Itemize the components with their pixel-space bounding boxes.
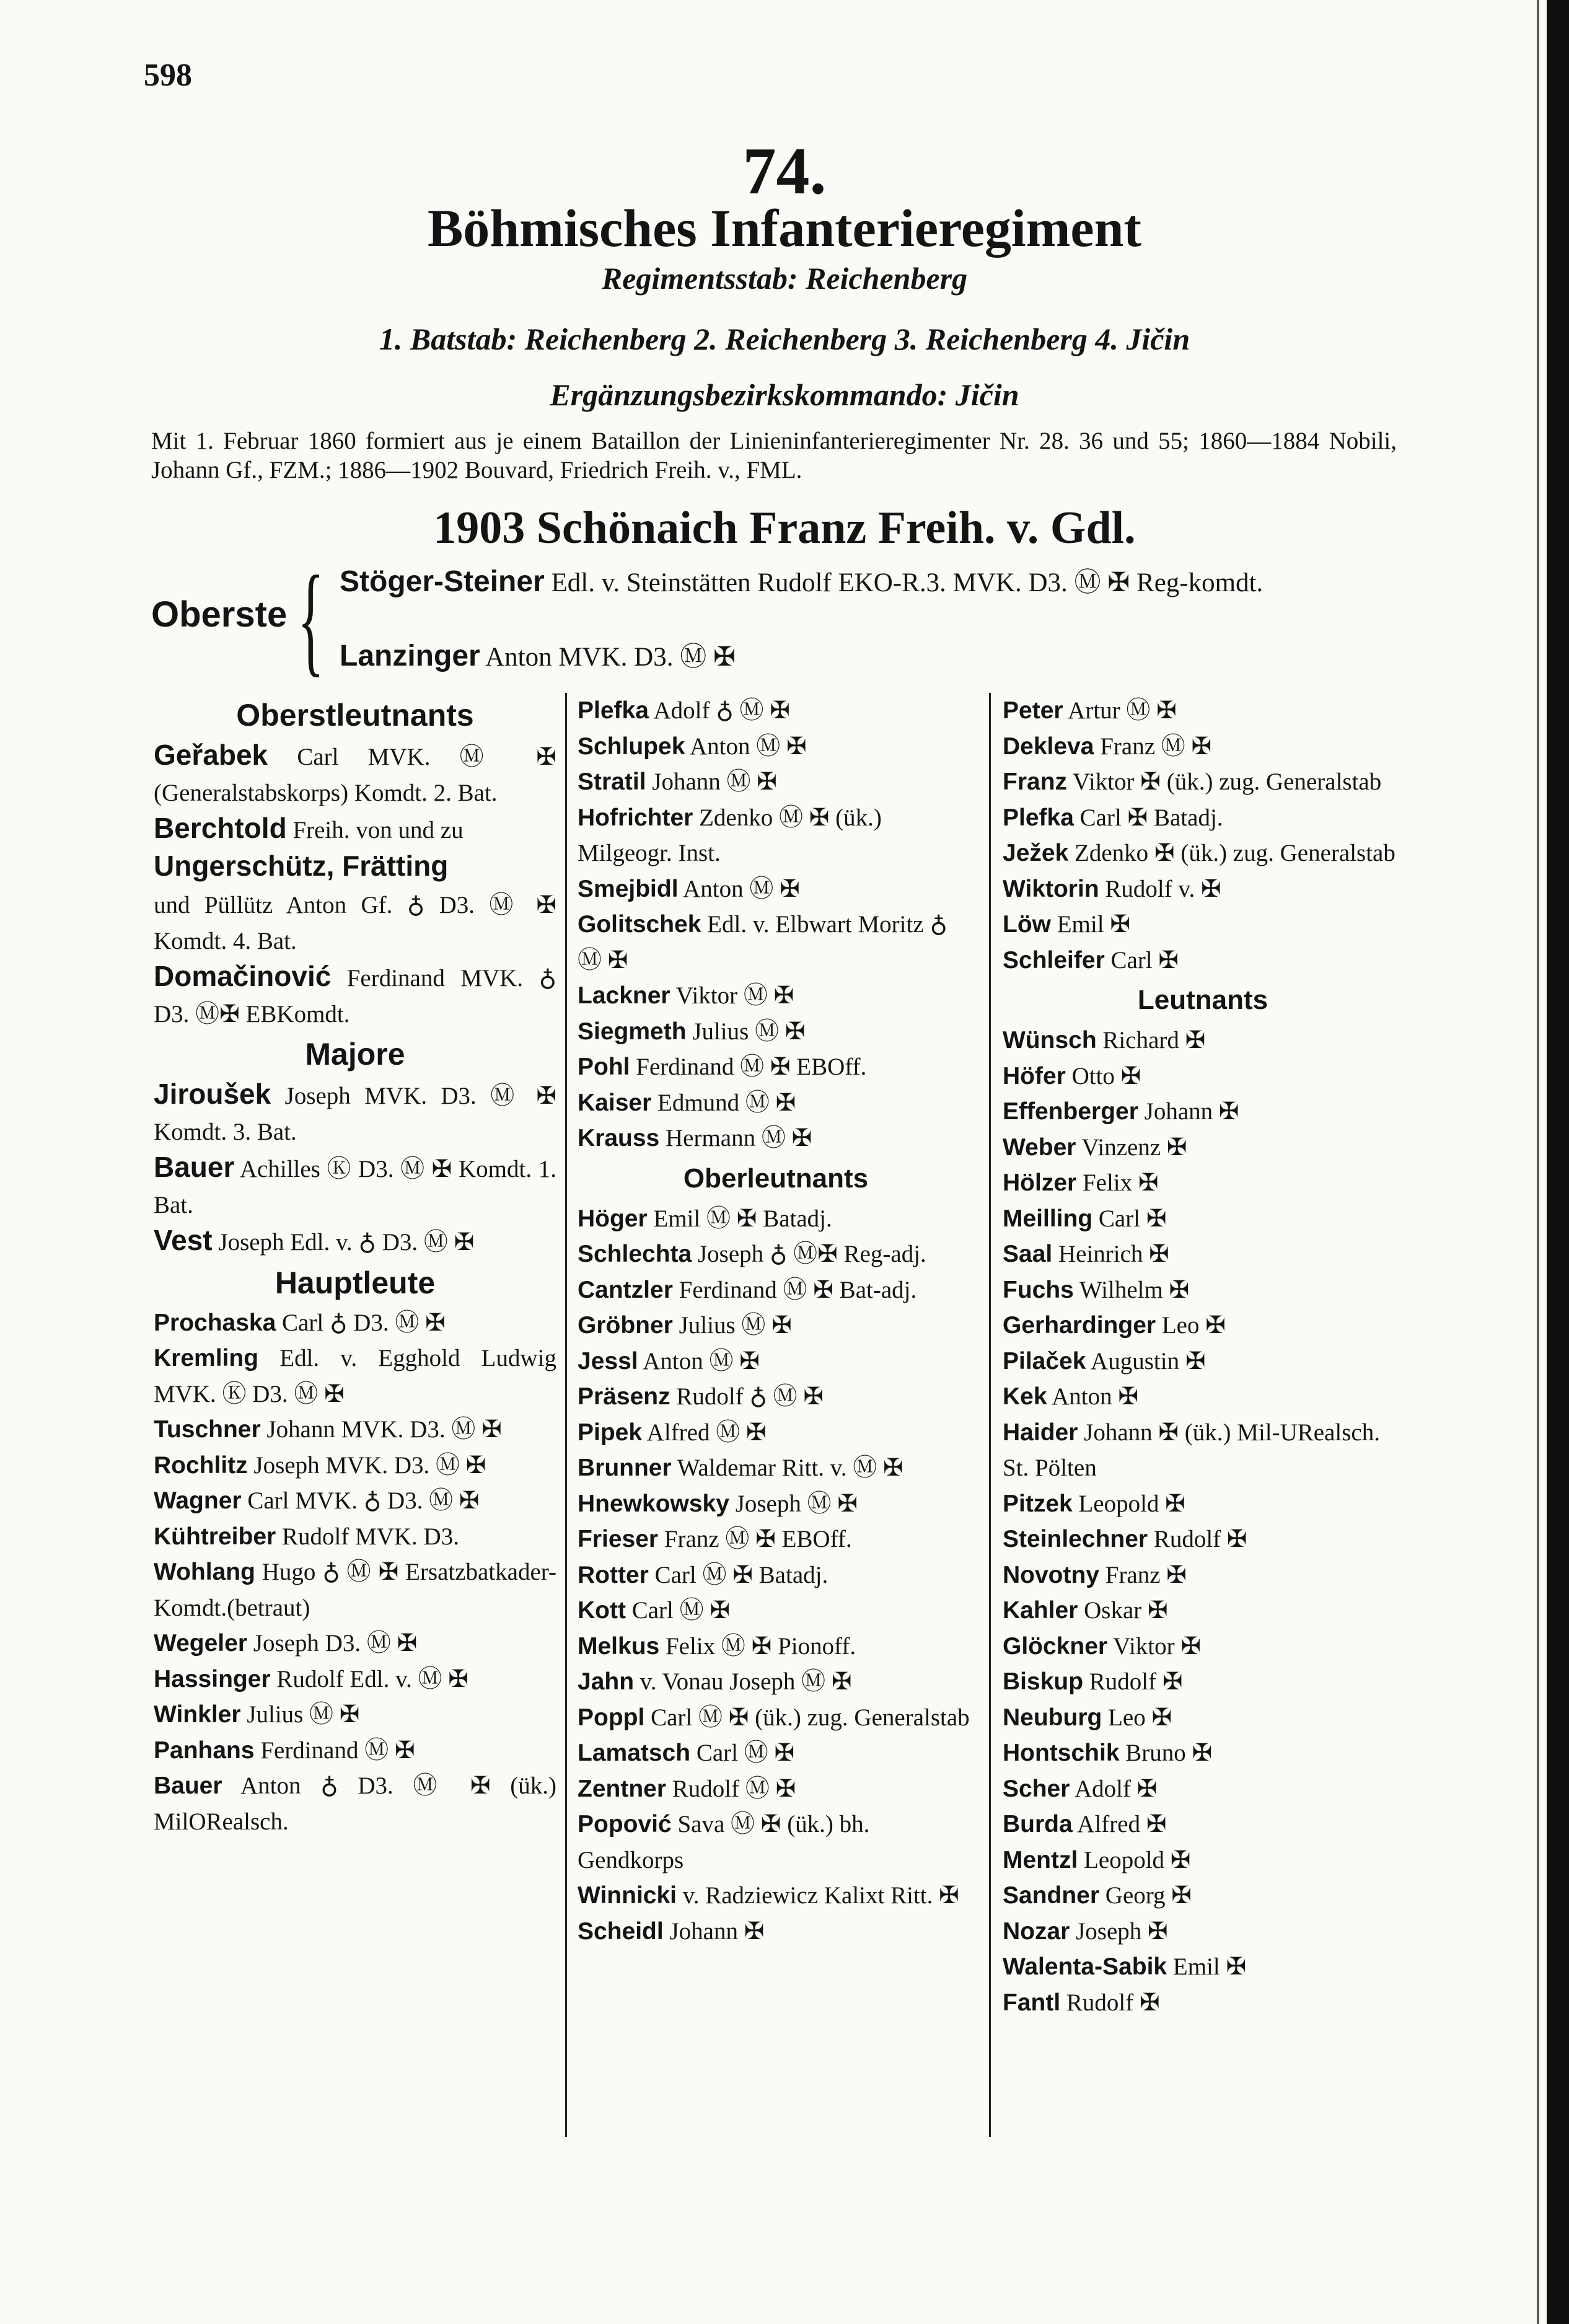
officer-surname: Jahn: [578, 1668, 635, 1695]
officer-entry: [578, 1878, 974, 1914]
officer-entry: [1003, 1165, 1403, 1201]
officer-entry: [154, 737, 556, 811]
officer-entry: [154, 1448, 556, 1484]
officer-entry: [154, 1662, 556, 1697]
officer-entry: [578, 1120, 974, 1156]
officer-entry: [1003, 800, 1403, 836]
officer-details: Ferdinand Ⓜ ✠ Bat-adj.: [672, 1276, 917, 1303]
officer-entry: [578, 1521, 974, 1557]
officer-entry: [578, 1629, 974, 1665]
officer-surname: Hölzer: [1003, 1169, 1077, 1196]
inhaber-line: 1903 Schönaich Franz Freih. v. Gdl.: [433, 503, 1136, 553]
oberst-entry: [340, 565, 1405, 600]
officer-entry: [154, 1223, 556, 1261]
officer-details: Felix Ⓜ ✠ Pionoff.: [659, 1632, 856, 1660]
officer-details: Carl MVK. ♁ D3. Ⓜ ✠: [241, 1487, 480, 1514]
officer-details: Johann MVK. D3. Ⓜ ✠: [260, 1416, 502, 1443]
officer-entry: [154, 848, 556, 886]
officer-details: Anton ✠: [1047, 1383, 1139, 1410]
officer-surname: Hassinger: [154, 1665, 271, 1692]
officer-details: Carl ✠ Batadj.: [1073, 804, 1223, 831]
officer-surname: Schlupek: [578, 733, 685, 760]
officer-details: v. Radziewicz Kalixt Ritt. ✠: [677, 1882, 959, 1909]
officer-entry: [154, 1412, 556, 1448]
officer-entry: [578, 978, 974, 1014]
officer-surname: Jessl: [578, 1347, 638, 1375]
officer-entry: [154, 1733, 556, 1769]
oberst-name: Lanzinger: [340, 640, 480, 672]
officer-details: Rudolf ♁ Ⓜ ✠: [670, 1383, 824, 1410]
officer-surname: Haider: [1003, 1419, 1078, 1446]
officer-entry: [578, 1379, 974, 1415]
officer-surname: Winnicki: [578, 1882, 677, 1909]
officer-surname: Pitzek: [1003, 1490, 1073, 1517]
officer-entry: [578, 1272, 974, 1308]
officer-details: Joseph ✠: [1070, 1917, 1168, 1945]
officer-surname: Geřabek: [154, 739, 268, 771]
officer-details: Waldemar Ritt. v. Ⓜ ✠: [671, 1455, 903, 1481]
officer-entry: [1003, 1949, 1403, 1985]
officer-details: Ferdinand MVK. ♁ D3. Ⓜ✠ EBKomdt.: [154, 965, 556, 1028]
officer-entry: [154, 1483, 556, 1519]
officer-entry: [154, 1697, 556, 1733]
officer-details: Joseph ♁ Ⓜ✠ Reg-adj.: [692, 1241, 926, 1267]
officer-surname: Burda: [1003, 1811, 1073, 1838]
officer-surname: Kott: [578, 1597, 626, 1624]
officer-details: Adolf ✠: [1070, 1775, 1158, 1802]
officer-entry: [578, 1557, 974, 1593]
batstab-line: 1. Batstab: Reichenberg 2. Reichenberg 3. Reichenberg 4. Jičin: [379, 322, 1190, 356]
officer-details: Rudolf ✠: [1148, 1526, 1247, 1552]
officer-entry: [1003, 1272, 1403, 1308]
officer-entry: [1003, 1344, 1403, 1380]
officer-details: Johann Ⓜ ✠: [646, 768, 777, 795]
officer-details: Leo ✠: [1102, 1704, 1172, 1731]
officer-details: Bruno ✠: [1119, 1740, 1213, 1766]
officer-surname: Bauer: [154, 1151, 235, 1183]
officer-details: Rudolf v. ✠: [1099, 875, 1221, 902]
officer-details: Rudolf MVK. D3.: [276, 1523, 459, 1550]
officer-surname: Neuburg: [1003, 1704, 1102, 1731]
officer-entry: [1003, 835, 1403, 871]
officer-surname: Walenta-Sabik: [1003, 1953, 1167, 1980]
officer-surname: Peter: [1003, 697, 1063, 724]
officer-entry: [578, 729, 974, 765]
officer-details: Leo ✠: [1156, 1312, 1226, 1339]
page-number: 598: [144, 58, 192, 93]
officer-surname: Domačinović: [154, 960, 332, 992]
officer-details: Viktor ✠: [1107, 1632, 1202, 1660]
officer-entry: [1003, 1094, 1403, 1130]
officer-surname: Effenberger: [1003, 1098, 1138, 1125]
officer-surname: Frieser: [578, 1526, 659, 1552]
officer-surname: Pilaček: [1003, 1347, 1086, 1375]
officer-entry: [1003, 1521, 1403, 1557]
officer-details: Ferdinand Ⓜ ✠ EBOff.: [630, 1054, 867, 1080]
intro-paragraph: Mit 1. Februar 1860 formiert aus je einem Bataillon der Linieninfanterieregimenter Nr. 28. 36 und 55; 1860—1884 Nobili, Johann Gf., FZM.; 1886—1902 Bouvard, Friedrich Freih. v., FML.: [151, 428, 1397, 483]
officer-details: Joseph D3. Ⓜ ✠: [247, 1630, 418, 1657]
officer-details: Joseph MVK. D3. Ⓜ ✠ Komdt. 3. Bat.: [154, 1083, 556, 1145]
officer-details: Freih. von und zu: [286, 817, 464, 843]
officer-surname: Prochaska: [154, 1309, 276, 1336]
officer-entry: [578, 1735, 974, 1771]
officer-details: Emil ✠: [1050, 911, 1130, 938]
officer-entry: [1003, 1735, 1403, 1771]
officer-surname: Sandner: [1003, 1882, 1100, 1909]
officer-surname: Berchtold: [154, 812, 287, 844]
officer-surname: Hontschik: [1003, 1740, 1120, 1766]
officer-surname: Wohlang: [154, 1559, 255, 1585]
oberst-entry: [340, 640, 1405, 674]
officer-entry: [1003, 729, 1403, 765]
officer-entry: [1003, 1059, 1403, 1094]
officer-details: Anton Ⓜ ✠: [638, 1347, 760, 1375]
officer-surname: Golitschek: [578, 911, 701, 938]
officer-entry: [154, 1076, 556, 1150]
officer-details: Adolf ♁ Ⓜ ✠: [648, 697, 790, 724]
officer-surname: Panhans: [154, 1736, 255, 1764]
officer-entry: [1003, 1308, 1403, 1344]
officer-surname: Cantzler: [578, 1276, 673, 1303]
officer-details: Leopold ✠: [1078, 1846, 1191, 1873]
officer-entry: [578, 1014, 974, 1050]
officer-surname: Fuchs: [1003, 1276, 1074, 1303]
officer-details: Joseph Edl. v. ♁ D3. Ⓜ ✠: [212, 1229, 475, 1256]
oberst-details: Anton MVK. D3. Ⓜ ✠: [480, 643, 736, 672]
officer-entry: [154, 886, 556, 959]
officer-entry: [1003, 693, 1403, 729]
officer-entry: [154, 1340, 556, 1412]
oberst-details: Edl. v. Steinstätten Rudolf EKO-R.3. MVK. D3. Ⓜ ✠ Reg-komdt.: [544, 568, 1264, 597]
officer-details: Julius Ⓜ ✠: [672, 1312, 792, 1339]
rank-heading: Hauptleute: [275, 1265, 436, 1300]
officer-surname: Lackner: [578, 982, 670, 1009]
regiment-title: Böhmisches Infanterieregiment: [427, 198, 1142, 258]
officer-entry: [1003, 1664, 1403, 1700]
officer-details: Oskar ✠: [1078, 1597, 1168, 1624]
officer-entry: [578, 1664, 974, 1700]
officer-surname: Hofrichter: [578, 804, 693, 831]
officer-details: Carl ♁ D3. Ⓜ ✠: [276, 1309, 446, 1336]
officer-surname: Höfer: [1003, 1062, 1066, 1089]
officer-surname: Siegmeth: [578, 1018, 687, 1045]
officer-details: Georg ✠: [1099, 1882, 1192, 1909]
officer-entry: [578, 907, 974, 978]
officer-details: Carl Ⓜ ✠ Batadj.: [648, 1561, 828, 1588]
officer-entry: [578, 1771, 974, 1807]
officer-details: Rudolf ✠: [1083, 1668, 1183, 1695]
officer-entry: [1003, 764, 1403, 800]
officer-surname: Kahler: [1003, 1597, 1078, 1624]
officer-entry: [578, 1049, 974, 1085]
officer-surname: Plefka: [578, 697, 649, 724]
officer-entry: [578, 1450, 974, 1486]
officer-surname: Gerhardinger: [1003, 1312, 1156, 1339]
officer-entry: [578, 1807, 974, 1878]
officer-surname: Novotny: [1003, 1561, 1099, 1588]
officer-surname: Scher: [1003, 1775, 1070, 1802]
column-1: [154, 693, 556, 1839]
officer-entry: [578, 1914, 974, 1950]
ergaenzung-line: Ergänzungsbezirkskommando: Jičin: [550, 377, 1019, 412]
officer-entry: [1003, 1914, 1403, 1950]
officer-surname: Rochlitz: [154, 1451, 248, 1479]
officer-surname: Biskup: [1003, 1668, 1084, 1695]
officer-surname: Saal: [1003, 1241, 1053, 1267]
officer-surname: Weber: [1003, 1133, 1076, 1161]
officer-details: Felix ✠: [1076, 1169, 1159, 1196]
officer-details: Sava Ⓜ ✠ (ük.) bh. Gendkorps: [578, 1811, 870, 1873]
officer-entry: [1003, 1236, 1403, 1272]
rank-heading: Majore: [305, 1037, 405, 1072]
officer-surname: Steinlechner: [1003, 1526, 1148, 1552]
officer-entry: [1003, 1023, 1403, 1059]
officer-surname: Plefka: [1003, 804, 1074, 831]
rank-heading: Oberstleutnants: [236, 698, 474, 733]
officer-entry: [1003, 1557, 1403, 1593]
officer-entry: [578, 1344, 974, 1380]
officer-surname: Pohl: [578, 1054, 630, 1080]
officer-surname: Mentzl: [1003, 1846, 1078, 1873]
officer-entry: [154, 811, 556, 848]
officer-surname: Pipek: [578, 1419, 643, 1446]
officer-details: Viktor Ⓜ ✠: [670, 982, 794, 1009]
officer-surname: Poppl: [578, 1704, 645, 1731]
officer-surname: Meilling: [1003, 1205, 1093, 1232]
officer-details: Anton Ⓜ ✠: [678, 875, 800, 902]
officer-entry: [1003, 907, 1403, 943]
officer-details: Johann ✠: [1138, 1098, 1239, 1125]
officer-details: Artur Ⓜ ✠: [1063, 697, 1177, 724]
officer-surname: Ungerschütz, Frätting: [154, 849, 449, 882]
officer-details: Achilles Ⓚ D3. Ⓜ ✠ Komdt. 1. Bat.: [154, 1156, 556, 1218]
officer-details: Carl ✠: [1092, 1205, 1167, 1232]
officer-surname: Smejbidl: [578, 875, 679, 902]
officer-details: Otto ✠: [1065, 1062, 1141, 1089]
officer-entry: [154, 959, 556, 1032]
officer-entry: [154, 1150, 556, 1223]
officer-surname: Wünsch: [1003, 1027, 1097, 1054]
officer-details: Zdenko Ⓜ ✠ (ük.) Milgeogr. Inst.: [578, 804, 882, 866]
officer-surname: Franz: [1003, 768, 1068, 795]
officer-entry: [1003, 1629, 1403, 1665]
officer-surname: Ježek: [1003, 840, 1069, 866]
officer-entry: [1003, 1593, 1403, 1629]
officer-surname: Löw: [1003, 911, 1051, 938]
officer-surname: Rotter: [578, 1561, 649, 1588]
officer-details: Julius Ⓜ ✠: [686, 1018, 806, 1045]
officer-surname: Gröbner: [578, 1312, 673, 1339]
officer-surname: Scheidl: [578, 1917, 664, 1945]
officer-surname: Vest: [154, 1224, 213, 1256]
officer-surname: Glöckner: [1003, 1632, 1108, 1660]
officer-details: Carl ✠: [1104, 946, 1179, 974]
officer-entry: [578, 693, 974, 729]
officer-details: Carl Ⓜ ✠ (ük.) zug. Generalstab: [644, 1704, 970, 1731]
officer-surname: Nozar: [1003, 1917, 1070, 1945]
officer-entry: [578, 1486, 974, 1522]
officer-entry: [1003, 1985, 1403, 2021]
oberst-name: Stöger-Steiner: [340, 565, 545, 598]
officer-details: Johann ✠ (ük.) Mil-URealsch. St. Pölten: [1003, 1419, 1380, 1481]
officer-details: Alfred ✠: [1072, 1811, 1167, 1838]
column-3: [1003, 693, 1403, 2020]
officer-surname: Winkler: [154, 1701, 241, 1728]
officer-entry: [578, 871, 974, 907]
officer-entry: [154, 1768, 556, 1839]
officer-entry: [1003, 1201, 1403, 1237]
officer-entry: [578, 800, 974, 871]
officer-details: Hermann Ⓜ ✠: [659, 1125, 812, 1151]
officer-surname: Hnewkowsky: [578, 1490, 729, 1517]
rank-heading: Oberleutnants: [683, 1163, 869, 1194]
column-divider-1: [565, 693, 567, 2137]
officer-details: Alfred Ⓜ ✠: [642, 1419, 767, 1446]
officer-surname: Schlechta: [578, 1241, 692, 1267]
officer-details: Edl. v. Elbwart Moritz ♁ Ⓜ ✠: [578, 911, 947, 974]
officer-surname: Melkus: [578, 1632, 660, 1660]
regimentsstab-line: Regimentsstab: Reichenberg: [601, 261, 968, 296]
officer-details: Vinzenz ✠: [1076, 1133, 1187, 1161]
officer-details: Joseph MVK. D3. Ⓜ ✠: [247, 1451, 486, 1479]
column-divider-2: [989, 693, 991, 2137]
officer-details: und Püllütz Anton Gf. ♁ D3. Ⓜ ✠ Komdt. 4. Bat.: [154, 892, 556, 954]
officer-surname: Zentner: [578, 1775, 667, 1802]
officer-entry: [578, 1236, 974, 1272]
officer-details: Johann ✠: [663, 1917, 765, 1945]
officer-details: Anton ♁ D3. Ⓜ ✠ (ük.) MilORealsch.: [154, 1772, 556, 1835]
officer-details: Carl Ⓜ ✠: [625, 1597, 731, 1624]
officer-details: Ferdinand Ⓜ ✠: [254, 1736, 415, 1764]
officer-entry: [154, 1519, 556, 1555]
officer-entry: [1003, 1878, 1403, 1914]
officer-surname: Stratil: [578, 768, 646, 795]
officer-surname: Brunner: [578, 1455, 672, 1481]
officer-details: Emil ✠: [1167, 1953, 1247, 1980]
officer-entry: [578, 1201, 974, 1237]
officer-entry: [578, 1700, 974, 1736]
officer-details: Franz ✠: [1099, 1561, 1187, 1588]
officer-surname: Tuschner: [154, 1416, 261, 1443]
officer-details: v. Vonau Joseph Ⓜ ✠: [634, 1668, 852, 1695]
officer-entry: [1003, 1771, 1403, 1807]
officer-surname: Kaiser: [578, 1089, 652, 1116]
officer-surname: Höger: [578, 1205, 648, 1232]
officer-details: Carl MVK. Ⓜ ✠ (Generalstabskorps) Komdt. 2. Bat.: [154, 744, 556, 806]
officer-details: Joseph Ⓜ ✠: [729, 1490, 858, 1517]
officer-entry: [1003, 1486, 1403, 1522]
officer-surname: Bauer: [154, 1772, 222, 1799]
officer-surname: Lamatsch: [578, 1740, 691, 1766]
brace-glyph: {: [297, 551, 325, 688]
officer-details: Edmund Ⓜ ✠: [651, 1089, 796, 1116]
officer-details: Carl Ⓜ ✠: [690, 1740, 795, 1766]
rank-heading: Leutnants: [1137, 985, 1268, 1015]
officer-surname: Kühtreiber: [154, 1523, 276, 1550]
officer-details: Augustin ✠: [1086, 1347, 1206, 1375]
officer-entry: [1003, 1700, 1403, 1736]
officer-entry: [1003, 1379, 1403, 1415]
officer-details: Julius Ⓜ ✠: [240, 1701, 360, 1728]
officer-details: Rudolf Edl. v. Ⓜ ✠: [270, 1665, 468, 1692]
column-2: [578, 693, 974, 1949]
officer-details: Emil Ⓜ ✠ Batadj.: [647, 1205, 832, 1232]
officer-entry: [578, 1085, 974, 1121]
officer-entry: [1003, 1842, 1403, 1878]
officer-entry: [578, 1593, 974, 1629]
officer-surname: Dekleva: [1003, 733, 1094, 760]
officer-entry: [154, 1305, 556, 1341]
officer-surname: Popović: [578, 1811, 672, 1838]
officer-entry: [578, 764, 974, 800]
officer-surname: Kek: [1003, 1383, 1047, 1410]
officer-surname: Wiktorin: [1003, 875, 1099, 902]
officer-details: Zdenko ✠ (ük.) zug. Generalstab: [1068, 840, 1395, 866]
officer-details: Franz Ⓜ ✠ EBOff.: [658, 1526, 852, 1552]
officer-surname: Schleifer: [1003, 946, 1105, 974]
officer-surname: Fantl: [1003, 1989, 1061, 2016]
officer-surname: Präsenz: [578, 1383, 670, 1410]
regiment-number: 74.: [742, 134, 827, 208]
officer-surname: Wagner: [154, 1487, 242, 1514]
officer-surname: Jiroušek: [154, 1078, 271, 1110]
officer-details: Hugo ♁ Ⓜ ✠ Ersatzbatkader-Komdt.(betraut): [154, 1559, 556, 1621]
officer-details: Leopold ✠: [1072, 1490, 1185, 1517]
officer-entry: [1003, 871, 1403, 907]
officer-entry: [154, 1626, 556, 1662]
officer-entry: [1003, 1130, 1403, 1166]
officer-surname: Kremling: [154, 1345, 259, 1371]
officer-entry: [578, 1308, 974, 1344]
officer-surname: Krauss: [578, 1125, 660, 1151]
officer-surname: Wegeler: [154, 1630, 248, 1657]
officer-entry: [154, 1554, 556, 1626]
officer-details: Richard ✠: [1096, 1027, 1206, 1054]
officer-entry: [578, 1415, 974, 1451]
officer-details: Anton Ⓜ ✠: [685, 733, 807, 760]
officer-details: Edl. v. Egghold Ludwig MVK. Ⓚ D3. Ⓜ ✠: [154, 1345, 556, 1407]
officer-entry: [1003, 1415, 1403, 1486]
officer-entry: [1003, 943, 1403, 979]
officer-entry: [1003, 1807, 1403, 1842]
officer-details: Rudolf ✠: [1060, 1989, 1160, 2016]
oberste-label: Oberste: [151, 594, 288, 635]
officer-details: Heinrich ✠: [1052, 1241, 1169, 1267]
officer-details: Wilhelm ✠: [1073, 1276, 1190, 1303]
officer-details: Rudolf Ⓜ ✠: [666, 1775, 796, 1802]
officer-details: Viktor ✠ (ük.) zug. Generalstab: [1067, 768, 1382, 795]
officer-details: Franz Ⓜ ✠: [1094, 733, 1212, 760]
